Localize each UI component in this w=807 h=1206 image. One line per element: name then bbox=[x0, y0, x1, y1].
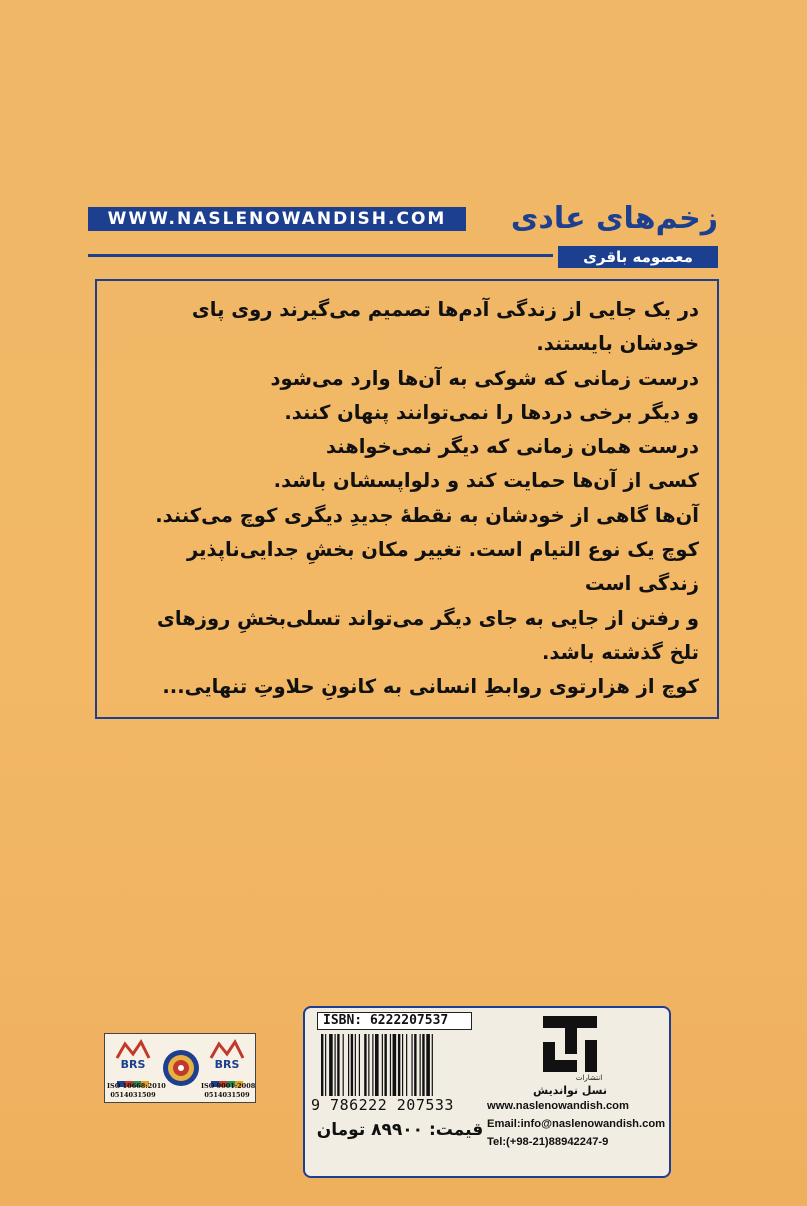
publisher-email: Email:info@naslenowandish.com bbox=[487, 1118, 666, 1130]
blurb-line: در یک جایی از زندگی آدم‌ها تصمیم می‌گیرند روی پای bbox=[191, 298, 699, 321]
blurb-line: درست همان زمانی که دیگر نمی‌خواهند bbox=[325, 435, 699, 459]
publisher-name: نسل نواندیش bbox=[533, 1084, 607, 1097]
publisher-phone: Tel:(+98-21)88942247-9 bbox=[487, 1136, 609, 1148]
isbn-label: ISBN: 6222207537 bbox=[317, 1012, 472, 1030]
blurb-line: کوچ یک نوع التیام است. تغییر مکان بخشِ جدایی‌ناپذیر bbox=[187, 538, 699, 562]
brs-color-strip bbox=[211, 1072, 243, 1078]
book-title: زخم‌های عادی bbox=[510, 201, 718, 236]
barcode-icon bbox=[319, 1034, 474, 1096]
publisher-logo-icon bbox=[535, 1014, 605, 1082]
brs-mark-icon bbox=[115, 1038, 151, 1060]
price: قیمت: ۸۹۹۰۰ تومان bbox=[316, 1120, 484, 1140]
iso-standard: ISO 9001:2008 bbox=[201, 1082, 256, 1090]
publisher-info-panel bbox=[303, 1006, 671, 1178]
brs-mark-icon bbox=[209, 1038, 245, 1060]
blurb-line: کوچ از هزارتوی روابطِ انسانی به کانونِ حلاوتِ تنهایی... bbox=[162, 675, 699, 699]
brs-color-strip bbox=[117, 1072, 149, 1078]
barcode-digits: 9 786222 207533 bbox=[311, 1096, 454, 1114]
blurb-box bbox=[95, 279, 719, 719]
publisher-website: www.naslenowandish.com bbox=[487, 1100, 629, 1112]
certificate-number: 0514031509 bbox=[110, 1091, 156, 1099]
blurb-line: و رفتن از جایی به جای دیگر می‌تواند تسلی‌بخشِ روزهای bbox=[157, 606, 699, 630]
brs-label: BRS bbox=[214, 1058, 240, 1071]
website-banner: WWW.NASLENOWANDISH.COM bbox=[88, 207, 466, 231]
blurb-text bbox=[109, 293, 699, 705]
blurb-line: کسی از آن‌ها حمایت کند و دلواپسشان باشد. bbox=[273, 469, 699, 493]
brs-label: BRS bbox=[120, 1058, 146, 1071]
blurb-line: خودشان بایستند. bbox=[536, 332, 699, 356]
certification-logos bbox=[104, 1033, 256, 1103]
author-row bbox=[88, 246, 718, 268]
blurb-line: درست زمانی که شوکی به آن‌ها وارد می‌شود bbox=[270, 366, 699, 390]
brs-certificate-right bbox=[201, 1038, 256, 1100]
title-row bbox=[88, 198, 718, 240]
iso-standard: ISO 10668:2010 bbox=[107, 1082, 166, 1090]
blurb-line: زندگی است bbox=[584, 572, 699, 596]
publisher-badge: انتشارات bbox=[575, 1074, 603, 1082]
blurb-line: آن‌ها گاهی از خودشان به نقطهٔ جدیدِ دیگری کوچ می‌کنند. bbox=[155, 503, 699, 527]
seal-icon bbox=[161, 1048, 201, 1088]
blurb-line: و دیگر برخی دردها را نمی‌توانند پنهان کنند. bbox=[284, 400, 699, 424]
blurb-line: تلخ گذشته باشد. bbox=[542, 640, 699, 664]
brs-certificate-left bbox=[107, 1038, 166, 1100]
certificate-number: 0514031509 bbox=[204, 1091, 250, 1099]
author-name: معصومه باقری bbox=[558, 246, 718, 268]
author-divider bbox=[88, 254, 553, 257]
